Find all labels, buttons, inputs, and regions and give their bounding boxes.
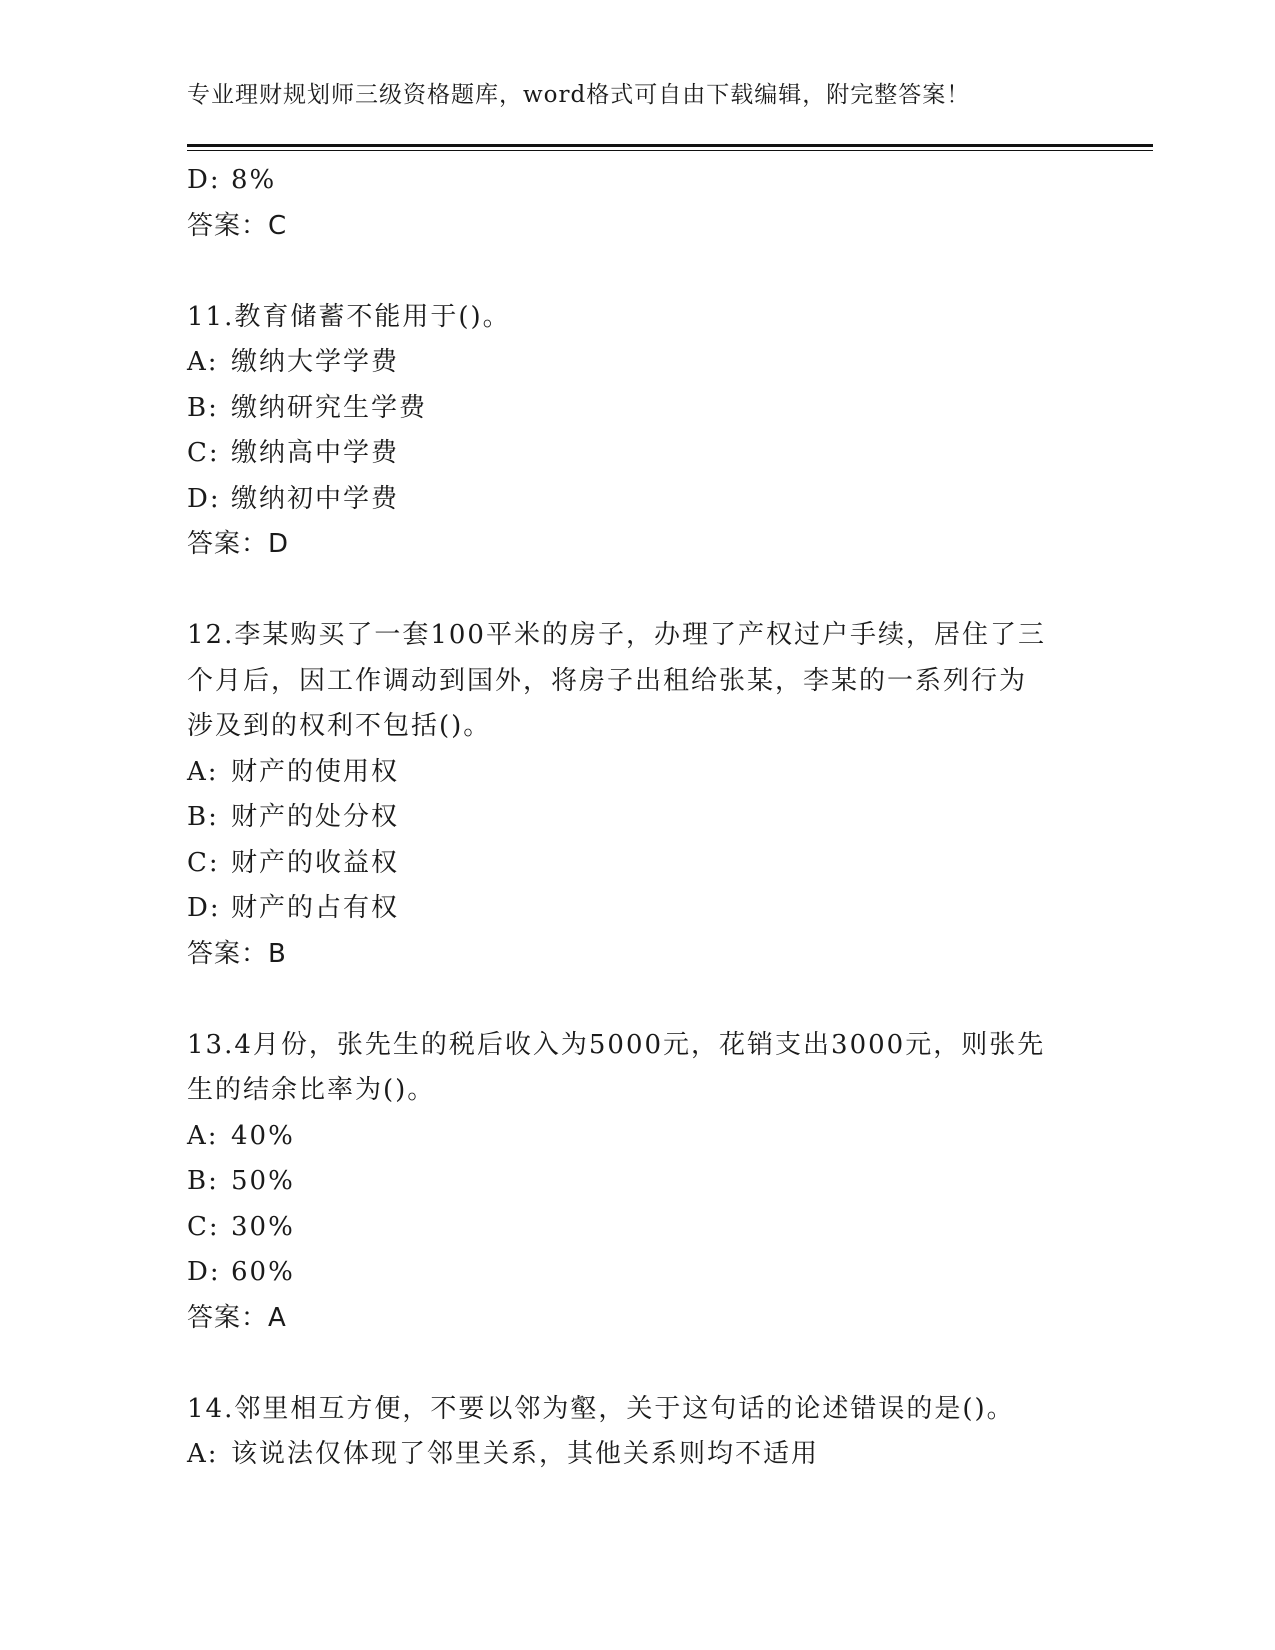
option-line [187,841,1087,887]
option-label: A: [187,1120,219,1151]
answer-line: 答案：B [187,938,287,969]
option-line [187,431,1087,477]
question-list [187,158,1087,1478]
option-line [187,158,1087,204]
option-label: B: [187,1166,219,1196]
question-stem: 个月后，因工作调动到国外，将房子出租给张某，李某的一系列行为 [187,665,1028,696]
option-text: 财产的使用权 [231,756,400,787]
option-line [187,1114,1087,1160]
option-text: 财产的占有权 [231,893,400,923]
option-line [187,340,1087,386]
option-label: B: [187,802,219,832]
question-stem: 涉及到的权利不包括()。 [187,711,492,741]
question-11 [187,295,1087,568]
option-text: 该说法仅体现了邻里关系，其他关系则均不适用 [231,1439,820,1469]
option-label: B: [187,392,219,423]
question-13 [187,1023,1087,1342]
option-text: 缴纳研究生学费 [231,392,428,423]
header-rule-thin [187,150,1153,151]
option-label: D: [187,483,221,514]
option-text: 50% [231,1166,295,1196]
question-14 [187,1387,1087,1478]
question-stem: 11.教育储蓄不能用于()。 [187,301,511,332]
option-line [187,477,1087,523]
question-12 [187,613,1087,977]
option-label: C: [187,1211,220,1242]
option-text: 缴纳大学学费 [231,347,400,377]
spacer [187,568,1087,614]
option-line [187,886,1087,932]
question-stem: 13.4月份，张先生的税后收入为5000元，花销支出3000元，则张先 [187,1029,1046,1060]
page-header: 专业理财规划师三级资格题库，word格式可自由下载编辑，附完整答案！ [187,82,971,108]
option-label: A: [187,756,219,787]
option-text: 30% [231,1211,295,1242]
option-label: C: [187,438,220,468]
option-label: A: [187,347,219,377]
answer-line: 答案：D [187,529,290,559]
option-text: 缴纳高中学费 [231,438,400,468]
option-label: A: [187,1439,219,1469]
option-text: 缴纳初中学费 [231,483,400,514]
option-line [187,1432,1087,1478]
option-line [187,1159,1087,1205]
answer-line: 答案：C [187,210,288,241]
spacer [187,1341,1087,1387]
option-line [187,795,1087,841]
option-label: D: [187,893,221,923]
answer-line: 答案：A [187,1302,287,1333]
header-rule-thick [187,144,1153,147]
option-text: 8% [231,165,277,195]
option-label: C: [187,847,220,878]
question-stem: 生的结余比率为()。 [187,1075,436,1105]
spacer [187,249,1087,295]
option-line [187,386,1087,432]
question-stem: 12.李某购买了一套100平米的房子，办理了产权过户手续，居住了三 [187,620,1046,650]
option-line [187,1250,1087,1296]
spacer [187,977,1087,1023]
option-label: D: [187,165,221,195]
option-line [187,1205,1087,1251]
option-line [187,750,1087,796]
option-text: 财产的收益权 [231,847,400,878]
option-text: 财产的处分权 [231,802,400,832]
option-label: D: [187,1257,221,1287]
question-stem: 14.邻里相互方便，不要以邻为壑，关于这句话的论述错误的是()。 [187,1393,1015,1424]
option-text: 40% [231,1120,295,1151]
option-text: 60% [231,1257,295,1287]
